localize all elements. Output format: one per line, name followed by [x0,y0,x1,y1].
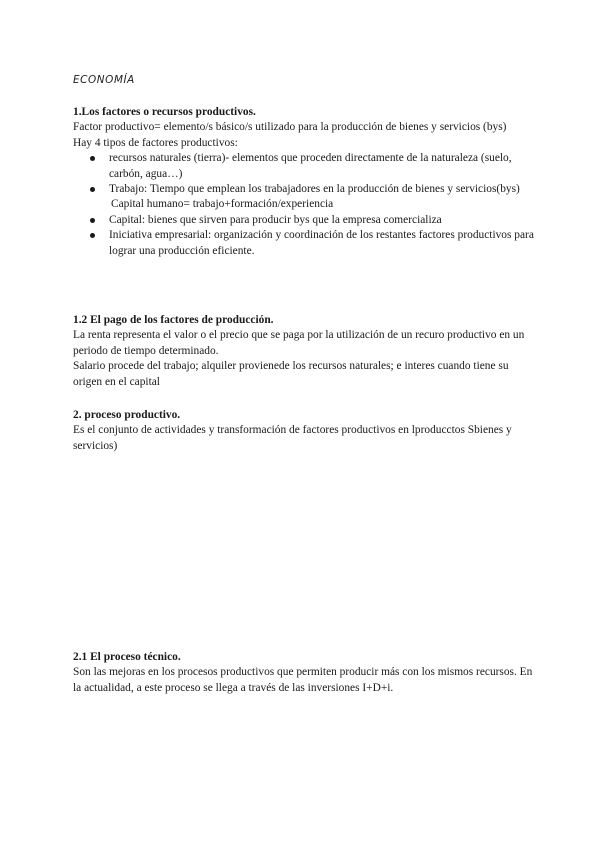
paragraph: Salario procede del trabajo; alquiler provienede los recursos naturales; e interes cuando tiene su origen en el capital [73,360,509,388]
section-heading: 1.Los factores o recursos productivos. [73,106,256,118]
section-factores-productivos [73,105,535,259]
bullet-icon [90,218,95,223]
intro-text: Hay 4 tipos de factores productivos: [73,136,238,149]
paragraph: La renta representa el valor o el precio que se paga por la utilización de un recuro productivo en un periodo de tiempo determinado. [73,329,525,357]
section-proceso-tecnico [73,650,535,696]
section-proceso-productivo [73,408,535,454]
list-item [73,151,535,182]
bullet-icon [90,233,95,238]
list-item-text: Capital: bienes que sirven para producir bys que la empresa comercializa [109,213,442,226]
list-item [73,228,535,259]
list-item [73,182,535,213]
course-title: ECONOMÍA [73,74,135,86]
definition-text: Factor productivo= elemento/s básico/s utilizado para la producción de bienes y servicios (bys) [73,121,507,134]
factors-list [73,151,535,259]
bullet-icon [90,156,95,161]
bullet-icon [90,187,95,192]
list-item-text: Iniciativa empresarial: organización y coordinación de los restantes factores productivos para lograr una producción eficiente. [109,229,534,257]
paragraph: Es el conjunto de actividades y transformación de factores productivos en lproducctos Sbienes y servicios) [73,424,512,452]
section-heading: 1.2 El pago de los factores de producción. [73,314,274,326]
list-item-text: recursos naturales (tierra)- elementos que proceden directamente de la naturaleza (suelo, carbón, agua…) [109,152,512,180]
capital-humano-text: Capital humano= trabajo+formación/experiencia [111,198,334,211]
list-item-text: Trabajo: Tiempo que emplean los trabajadores en la producción de bienes y servicios(bys) [109,183,520,196]
paragraph: Son las mejoras en los procesos productivos que permiten producir más con los mismos recursos. En la actualidad, a este proceso se llega a través de las inversiones I+D+i. [73,666,533,694]
section-heading: 2.1 El proceso técnico. [73,651,181,663]
section-heading: 2. proceso productivo. [73,409,181,421]
list-item [73,213,535,228]
section-pago-factores [73,313,535,390]
